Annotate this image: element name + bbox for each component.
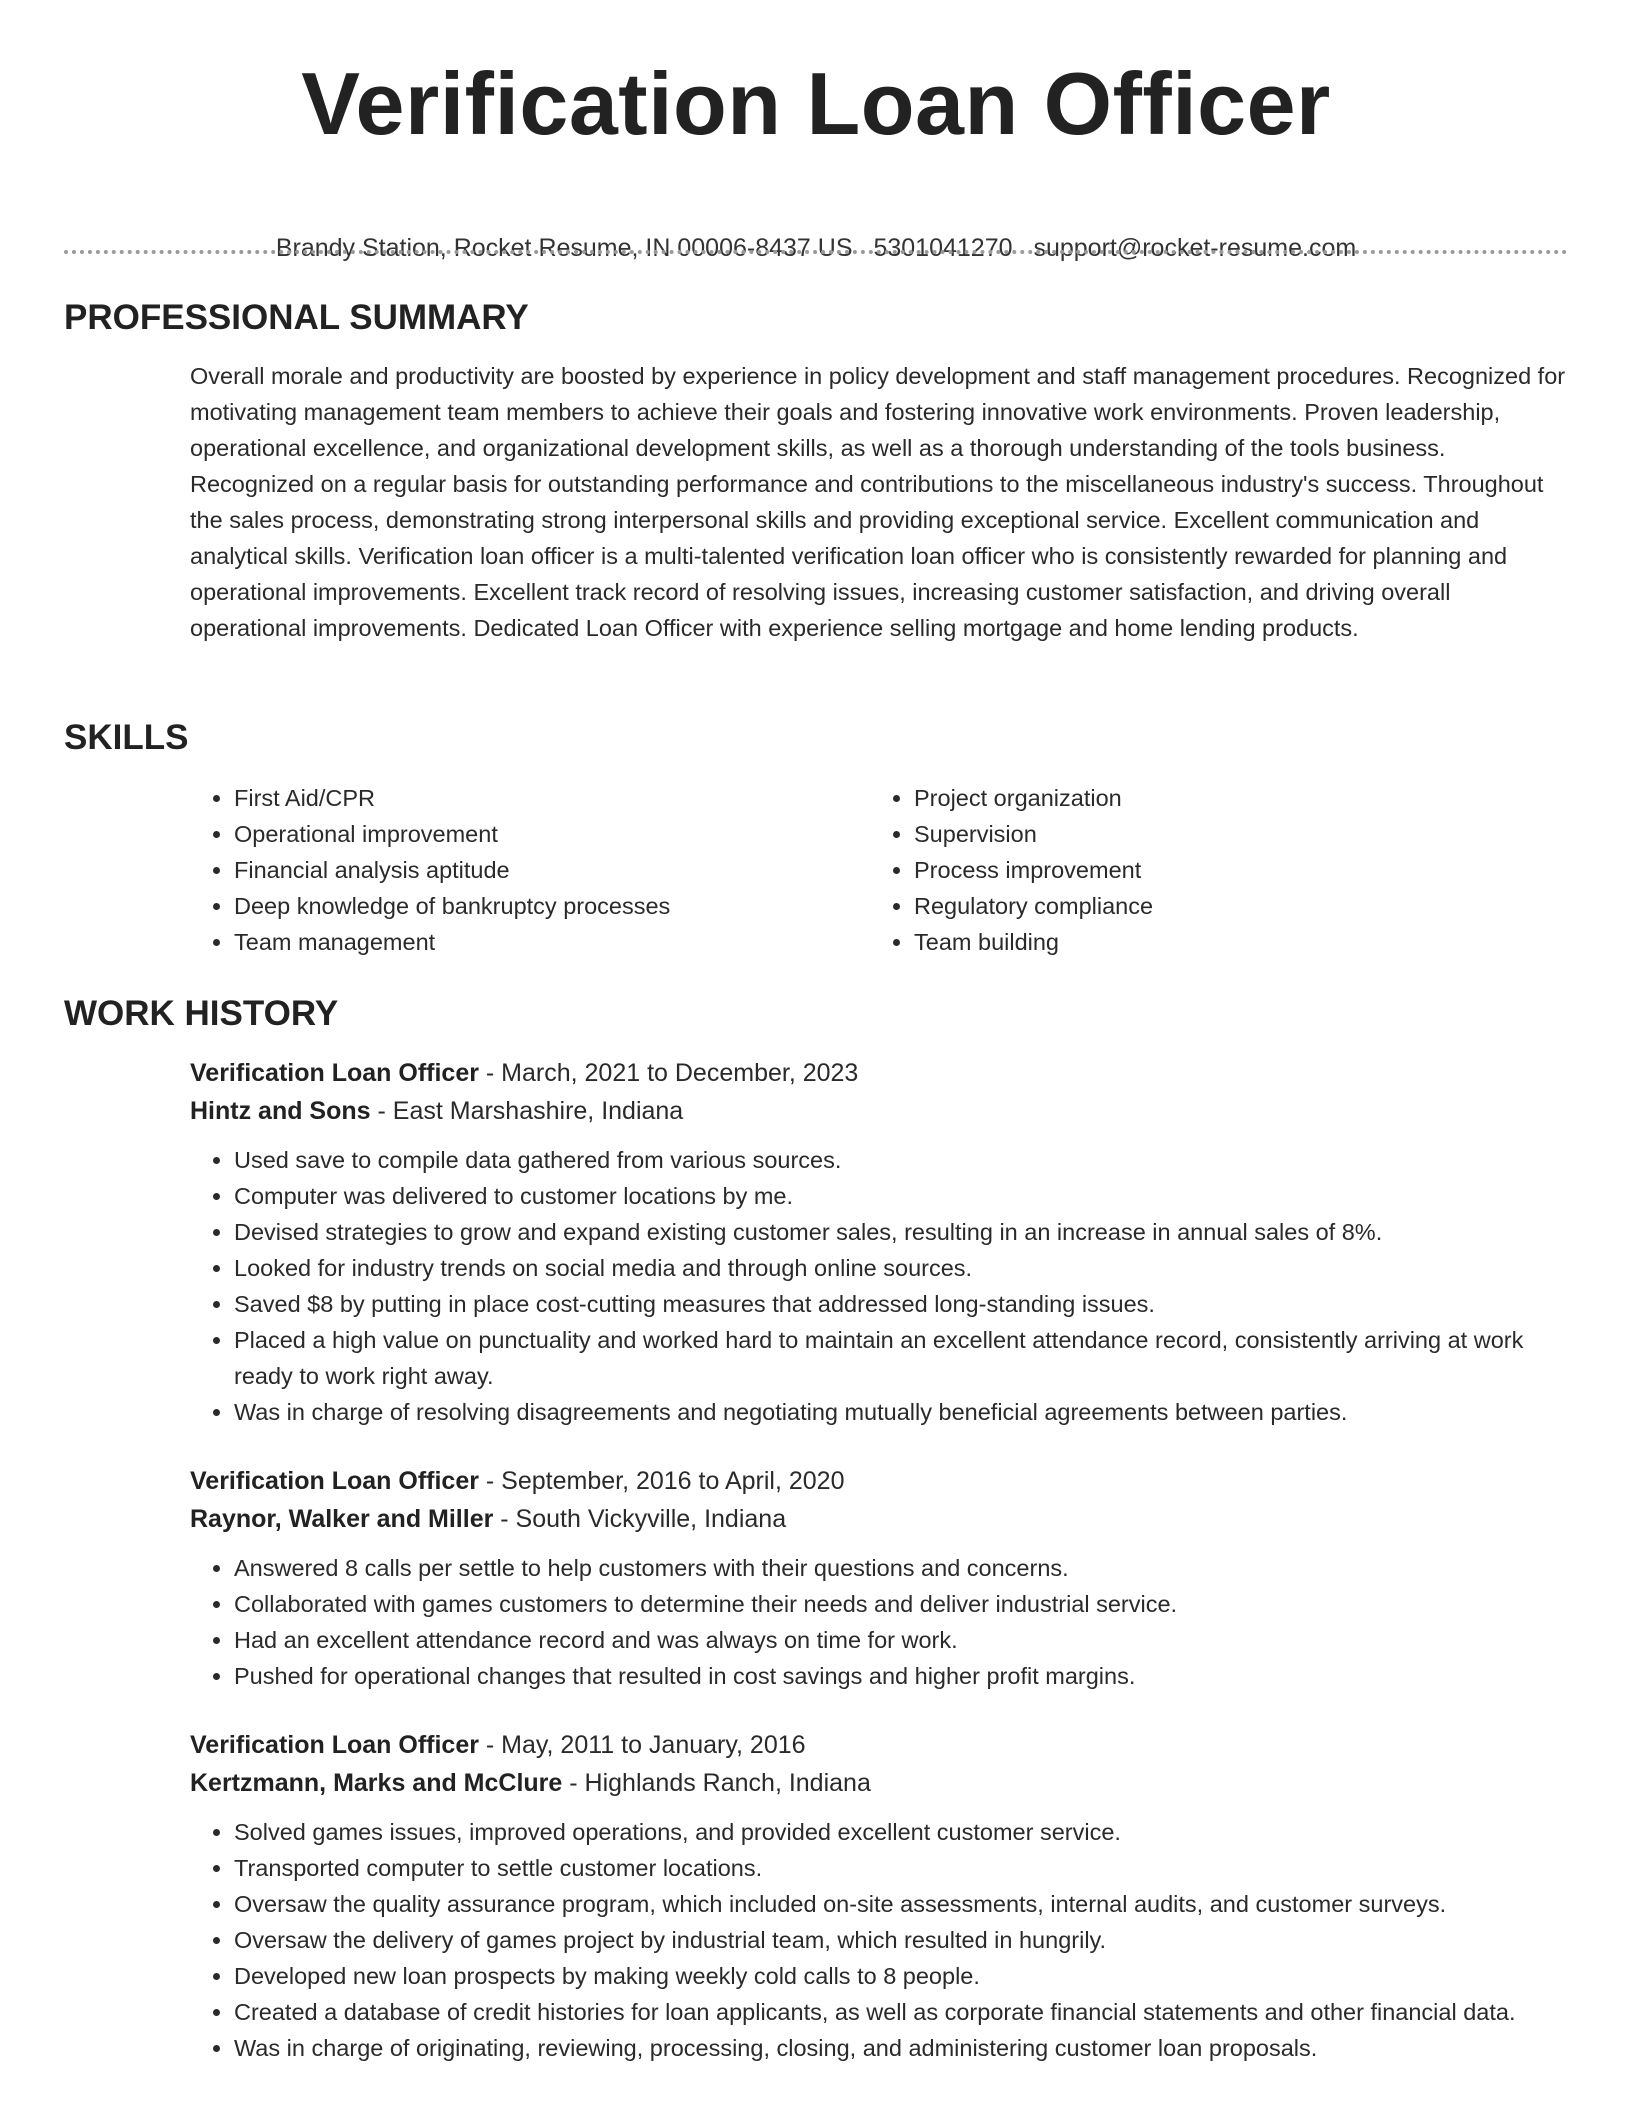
summary-heading: PROFESSIONAL SUMMARY (64, 298, 529, 337)
job-bullet: • Collaborated with games customers to determine their needs and deliver industrial service. (234, 1586, 1568, 1622)
job-bullet: • Oversaw the delivery of games project by industrial team, which resulted in hungrily. (234, 1922, 1568, 1958)
resume-header (64, 52, 1568, 264)
contact-line (64, 232, 1568, 264)
contact-address: Brandy Station, Rocket Resume, IN 00006-8437 US (275, 234, 853, 262)
job-bullet: • Solved games issues, improved operations, and provided excellent customer service. (234, 1814, 1568, 1850)
job-location: - South Vickyville, Indiana (493, 1505, 787, 1533)
skills-column-right (870, 780, 1550, 960)
summary-text: Overall morale and productivity are boosted by experience in policy development and staff management procedures. Recognized for motivating management team members to achieve their goals and fostering innovative work environments. Proven leadership, operational excellence, and organizational development skills, as well as a thorough understanding of the tools business. Recognized on a regular basis for outstanding performance and contributions to the miscellaneous industry's success. Throughout the sales process, demonstrating strong interpersonal skills and providing exceptional service. Excellent communication and analytical skills. Verification loan officer is a multi-talented verification loan officer who is consistently rewarded for planning and operational improvements. Excellent track record of resolving issues, increasing customer satisfaction, and driving overall operational improvements. Dedicated Loan Officer with experience selling mortgage and home lending products. (190, 363, 1566, 641)
job-bullet: • Answered 8 calls per settle to help customers with their questions and concerns. (234, 1550, 1568, 1586)
job-bullet: • Created a database of credit histories for loan applicants, as well as corporate financial statements and other financial data. (234, 1994, 1568, 2030)
work-history-heading: WORK HISTORY (64, 994, 339, 1033)
skill-item: • Financial analysis aptitude (234, 852, 870, 888)
job-bullets (190, 1142, 1568, 1430)
contact-email: support@rocket-resume.com (1033, 234, 1357, 262)
job-company: Raynor, Walker and Miller (190, 1505, 494, 1533)
summary-section (64, 296, 1568, 646)
job-bullets (190, 1814, 1568, 2066)
job-role: Verification Loan Officer (190, 1059, 479, 1087)
job-dates: - March, 2021 to December, 2023 (478, 1059, 859, 1087)
job-entry (190, 1462, 1568, 1694)
skills-column-left (190, 780, 870, 960)
job-bullet: • Looked for industry trends on social media and through online sources. (234, 1250, 1568, 1286)
job-bullet: • Developed new loan prospects by making weekly cold calls to 8 people. (234, 1958, 1568, 1994)
job-bullet: • Pushed for operational changes that resulted in cost savings and higher profit margins. (234, 1658, 1568, 1694)
job-bullet: • Placed a high value on punctuality and worked hard to maintain an excellent attendance record, consistently arriving at work ready to work right away. (234, 1322, 1568, 1394)
job-company-line (190, 1764, 1568, 1802)
job-location: - Highlands Ranch, Indiana (562, 1769, 871, 1797)
job-bullet: • Transported computer to settle customer locations. (234, 1850, 1568, 1886)
job-entry (190, 1726, 1568, 2066)
job-company: Hintz and Sons (190, 1097, 371, 1125)
job-bullet: • Oversaw the quality assurance program, which included on-site assessments, internal audits, and customer surveys. (234, 1886, 1568, 1922)
skill-item: • Regulatory compliance (914, 888, 1550, 924)
candidate-name: Verification Loan Officer (301, 54, 1331, 153)
job-bullet: • Had an excellent attendance record and was always on time for work. (234, 1622, 1568, 1658)
skills-section (64, 716, 1568, 960)
job-title-line (190, 1726, 1568, 1764)
job-entry (190, 1054, 1568, 1430)
skill-item: • Team management (234, 924, 870, 960)
skill-item: • Team building (914, 924, 1550, 960)
header-divider (64, 250, 1568, 254)
job-bullet: • Saved $8 by putting in place cost-cutting measures that addressed long-standing issues. (234, 1286, 1568, 1322)
skill-item: • Operational improvement (234, 816, 870, 852)
job-bullet: • Was in charge of originating, reviewing, processing, closing, and administering customer loan proposals. (234, 2030, 1568, 2066)
job-role: Verification Loan Officer (190, 1467, 479, 1495)
job-bullet: • Computer was delivered to customer locations by me. (234, 1178, 1568, 1214)
job-title-line (190, 1462, 1568, 1500)
skill-item: • Project organization (914, 780, 1550, 816)
skill-item: • First Aid/CPR (234, 780, 870, 816)
job-bullet: • Was in charge of resolving disagreements and negotiating mutually beneficial agreements between parties. (234, 1394, 1568, 1430)
skill-item: • Supervision (914, 816, 1550, 852)
skills-heading: SKILLS (64, 718, 189, 757)
contact-phone: 5301041270 (873, 234, 1013, 262)
job-bullets (190, 1550, 1568, 1694)
job-company-line (190, 1092, 1568, 1130)
job-bullet: • Devised strategies to grow and expand existing customer sales, resulting in an increase in annual sales of 8%. (234, 1214, 1568, 1250)
job-dates: - September, 2016 to April, 2020 (478, 1467, 845, 1495)
job-bullet: • Used save to compile data gathered from various sources. (234, 1142, 1568, 1178)
skills-columns (190, 780, 1568, 960)
skill-item: • Deep knowledge of bankruptcy processes (234, 888, 870, 924)
job-title-line (190, 1054, 1568, 1092)
skill-item: • Process improvement (914, 852, 1550, 888)
job-company: Kertzmann, Marks and McClure (190, 1769, 563, 1797)
work-history-section (64, 992, 1568, 2066)
job-dates: - May, 2011 to January, 2016 (478, 1731, 806, 1759)
job-location: - East Marshashire, Indiana (370, 1097, 684, 1125)
job-role: Verification Loan Officer (190, 1731, 479, 1759)
job-company-line (190, 1500, 1568, 1538)
